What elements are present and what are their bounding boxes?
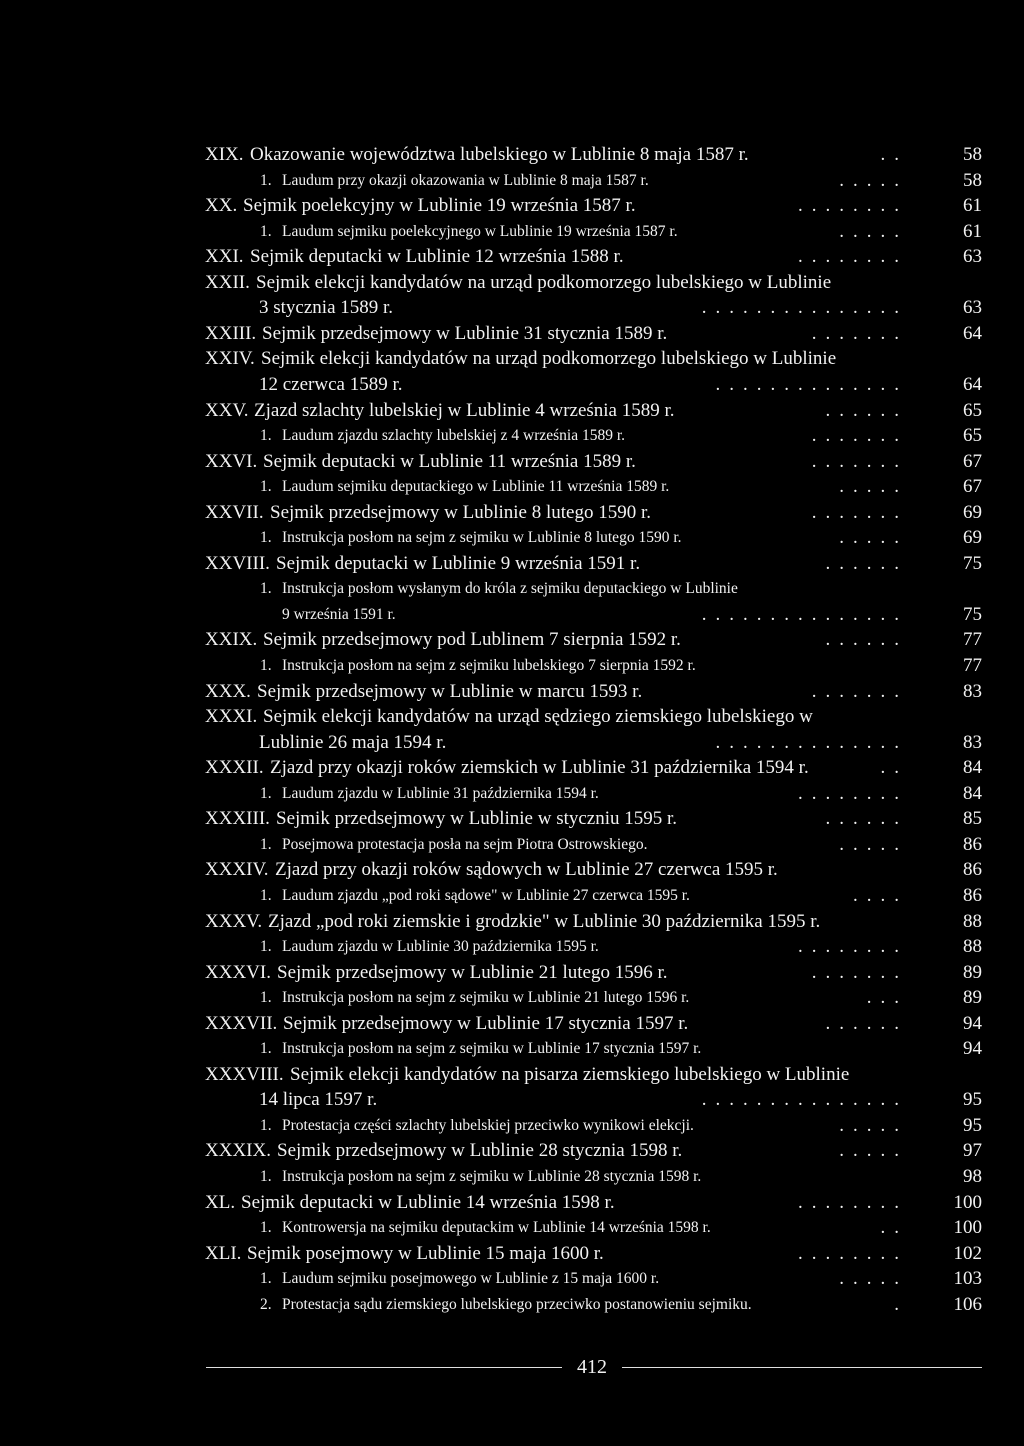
toc-page-number: 77 <box>963 629 982 651</box>
toc-title: Zjazd „pod roki ziemskie i grodzkie" w Lublinie 30 października 1595 r. <box>268 910 821 932</box>
toc-entry <box>0 1011 1024 1037</box>
toc-subentry <box>0 1215 1024 1241</box>
toc-page-number: 65 <box>963 399 982 421</box>
toc-page-number: 65 <box>963 425 982 447</box>
toc-page-number: 75 <box>963 603 982 625</box>
toc-numeral: 1. <box>260 529 272 547</box>
toc-entry <box>0 1062 1024 1088</box>
toc-leader-dots: ..... <box>839 1140 908 1162</box>
toc-subentry <box>0 474 1024 500</box>
toc-page-number: 83 <box>963 731 982 753</box>
toc-subentry <box>0 1036 1024 1062</box>
toc-entry <box>0 142 1024 168</box>
toc-entry <box>0 449 1024 475</box>
toc-title: 3 stycznia 1589 r. <box>259 297 394 319</box>
toc-numeral: XXV. <box>205 399 249 421</box>
toc-leader-dots: ...... <box>825 399 908 421</box>
toc-leader-dots: ............... <box>701 1089 908 1111</box>
toc-entry-continuation <box>0 730 1024 756</box>
toc-title: Laudum zjazdu w Lublinie 31 października 1594 r. <box>282 784 599 802</box>
toc-page-number: 95 <box>963 1089 982 1111</box>
toc-subentry <box>0 653 1024 679</box>
toc-entry <box>0 193 1024 219</box>
toc-title: Instrukcja posłom na sejm z sejmiku w Lublinie 17 stycznia 1597 r. <box>282 1040 702 1058</box>
toc-subentry <box>0 1292 1024 1318</box>
toc-page-number: 67 <box>963 476 982 498</box>
toc-numeral: 1. <box>260 657 272 674</box>
footer-rule-left <box>206 1367 562 1368</box>
toc-numeral: XXVII. <box>205 501 264 523</box>
toc-page-number: 58 <box>963 169 982 191</box>
toc-title: Sejmik deputacki w Lublinie 14 września 1598 r. <box>241 1191 615 1213</box>
toc-numeral: 1. <box>260 1040 272 1058</box>
toc-leader-dots: ........ <box>798 246 908 268</box>
toc-entry <box>0 857 1024 883</box>
toc-leader-dots: ....... <box>811 450 908 472</box>
toc-leader-dots: ....... <box>811 961 908 983</box>
toc-leader-dots: ..... <box>839 1268 908 1290</box>
toc-page-number: 88 <box>963 936 982 958</box>
toc-title: 9 września 1591 r. <box>282 605 396 623</box>
toc-page-number: 94 <box>963 1038 982 1060</box>
toc-subentry <box>0 219 1024 245</box>
toc-page-number: 102 <box>953 1242 982 1264</box>
toc-leader-dots: .............. <box>715 731 908 753</box>
toc-numeral: 1. <box>260 784 272 802</box>
toc-entry <box>0 909 1024 935</box>
toc-numeral: 1. <box>260 222 272 240</box>
toc-page-number: 98 <box>963 1166 982 1187</box>
toc-page-number: 89 <box>963 987 982 1009</box>
toc-page-number: 106 <box>953 1293 982 1315</box>
toc-title: Laudum sejmiku deputackiego w Lublinie 11 września 1589 r. <box>282 478 670 496</box>
toc-numeral: 2. <box>260 1295 272 1313</box>
toc-numeral: XXXI. <box>205 706 258 728</box>
toc-page-number: 84 <box>963 782 982 804</box>
toc-page-number: 69 <box>963 527 982 549</box>
toc-leader-dots: ........ <box>798 936 908 958</box>
toc-subentry <box>0 883 1024 909</box>
toc-leader-dots: ..... <box>839 476 908 498</box>
toc-title: Sejmik elekcji kandydatów na urząd podkomorzego lubelskiego w Lublinie <box>261 348 837 370</box>
toc-leader-dots: ..... <box>839 527 908 549</box>
toc-entry <box>0 960 1024 986</box>
toc-numeral: XXXV. <box>205 910 263 932</box>
toc-leader-dots: ....... <box>811 501 908 523</box>
toc-numeral: XXXVI. <box>205 961 271 983</box>
toc-subentry <box>0 1113 1024 1139</box>
toc-title: Sejmik elekcji kandydatów na urząd sędziego ziemskiego lubelskiego w <box>263 706 813 728</box>
toc-entry <box>0 1190 1024 1216</box>
toc-title: Sejmik przedsejmowy pod Lublinem 7 sierpnia 1592 r. <box>263 629 681 651</box>
toc-leader-dots: ....... <box>811 425 908 447</box>
toc-page-number: 63 <box>963 297 982 319</box>
toc-title: Laudum zjazdu „pod roki sądowe" w Lublinie 27 czerwca 1595 r. <box>282 886 690 904</box>
toc-page-number: 89 <box>963 961 982 983</box>
toc-subentry <box>0 934 1024 960</box>
toc-numeral: XXXVIII. <box>205 1063 284 1085</box>
toc-title: Protestacja części szlachty lubelskiej przeciwko wynikowi elekcji. <box>282 1116 694 1134</box>
toc-page-number: 86 <box>963 833 982 855</box>
toc-numeral: XXVIII. <box>205 552 270 574</box>
toc-numeral: XXIII. <box>205 322 257 344</box>
toc-leader-dots: ...... <box>825 552 908 574</box>
toc-numeral: XXI. <box>205 246 244 268</box>
toc-title: Sejmik deputacki w Lublinie 9 września 1591 r. <box>276 552 641 574</box>
toc-entry <box>0 551 1024 577</box>
toc-page-number: 64 <box>963 373 982 395</box>
toc-title: Sejmik elekcji kandydatów na urząd podkomorzego lubelskiego w Lublinie <box>256 271 832 293</box>
toc-title: Laudum przy okazji okazowania w Lublinie 8 maja 1587 r. <box>282 171 649 189</box>
toc-page-number: 75 <box>963 552 982 574</box>
toc-page-number: 84 <box>963 757 982 779</box>
toc-numeral: 1. <box>260 427 272 445</box>
toc-leader-dots: ...... <box>825 1012 908 1034</box>
toc-numeral: 1. <box>260 1219 272 1237</box>
toc-title: Sejmik poelekcyjny w Lublinie 19 września 1587 r. <box>243 195 636 217</box>
toc-entry <box>0 346 1024 372</box>
toc-numeral: 1. <box>260 1168 272 1185</box>
toc-numeral: 1. <box>260 938 272 956</box>
toc-entry-continuation <box>0 295 1024 321</box>
toc-title: Instrukcja posłom na sejm z sejmiku w Lublinie 28 stycznia 1598 r. <box>282 1168 702 1185</box>
toc-entry-continuation <box>0 1087 1024 1113</box>
toc-page-number: 83 <box>963 680 982 702</box>
toc-numeral: XIX. <box>205 144 244 165</box>
toc-page-number: 64 <box>963 322 982 344</box>
toc-page-number: 88 <box>963 910 982 932</box>
toc-title: Okazowanie województwa lubelskiego w Lublinie 8 maja 1587 r. <box>250 144 749 165</box>
toc-numeral: XXXII. <box>205 757 264 779</box>
toc-leader-dots: ..... <box>839 833 908 855</box>
toc-leader-dots: .. <box>880 757 908 779</box>
toc-title: Instrukcja posłom na sejm z sejmiku lubelskiego 7 sierpnia 1592 r. <box>282 657 696 674</box>
toc-title: Zjazd przy okazji roków ziemskich w Lublinie 31 października 1594 r. <box>270 757 809 779</box>
toc-leader-dots: ............... <box>701 603 908 625</box>
toc-page-number: 85 <box>963 808 982 830</box>
toc-entry <box>0 321 1024 347</box>
toc-title: Instrukcja posłom na sejm z sejmiku w Lublinie 21 lutego 1596 r. <box>282 989 690 1007</box>
toc-numeral: XXIV. <box>205 348 255 370</box>
toc-numeral: 1. <box>260 989 272 1007</box>
toc-title: Sejmik przedsejmowy w Lublinie 8 lutego 1590 r. <box>270 501 652 523</box>
toc-leader-dots: ........ <box>798 1191 908 1213</box>
toc-title: 14 lipca 1597 r. <box>259 1089 378 1111</box>
toc-leader-dots: .... <box>853 884 908 906</box>
toc-numeral: XXXIII. <box>205 808 270 830</box>
toc-page-number: 103 <box>953 1268 982 1290</box>
toc-entry <box>0 1241 1024 1267</box>
toc-numeral: XXXIV. <box>205 859 269 881</box>
toc-numeral: 1. <box>260 886 272 904</box>
toc-subentry <box>0 781 1024 807</box>
toc-page-number: 95 <box>963 1114 982 1136</box>
toc-leader-dots: ............... <box>701 297 908 319</box>
toc-leader-dots: ...... <box>825 808 908 830</box>
toc-title: Laudum sejmiku posejmowego w Lublinie z 15 maja 1600 r. <box>282 1270 660 1288</box>
toc-numeral: 1. <box>260 1116 272 1134</box>
toc-leader-dots: ..... <box>839 1114 908 1136</box>
toc-title: Sejmik przedsejmowy w Lublinie 31 stycznia 1589 r. <box>262 322 668 344</box>
toc-numeral: XXVI. <box>205 450 258 472</box>
toc-entry <box>0 244 1024 270</box>
toc-page-number: 86 <box>963 884 982 906</box>
toc-leader-dots: . <box>894 1293 908 1315</box>
toc-leader-dots: .. <box>880 144 908 165</box>
toc-title: Sejmik przedsejmowy w Lublinie w marcu 1593 r. <box>257 680 643 702</box>
toc-leader-dots: ..... <box>839 169 908 191</box>
toc-leader-dots: ........ <box>798 782 908 804</box>
toc-numeral: XXXIX. <box>205 1140 271 1162</box>
toc-numeral: 1. <box>260 478 272 496</box>
toc-page-number: 100 <box>953 1217 982 1239</box>
toc-entry-continuation <box>0 602 1024 628</box>
toc-leader-dots: ...... <box>825 629 908 651</box>
toc-numeral: XXII. <box>205 271 250 293</box>
toc-leader-dots: ........ <box>798 1242 908 1264</box>
toc-subentry <box>0 525 1024 551</box>
toc-subentry <box>0 423 1024 449</box>
footer-rule-right <box>622 1367 982 1368</box>
toc-entry <box>0 704 1024 730</box>
toc-page-number: 97 <box>963 1140 982 1162</box>
toc-entry <box>0 755 1024 781</box>
toc-numeral: XL. <box>205 1191 236 1213</box>
page-number: 412 <box>577 1356 607 1378</box>
toc-page-number: 69 <box>963 501 982 523</box>
toc-leader-dots: ....... <box>811 680 908 702</box>
toc-title: Sejmik deputacki w Lublinie 12 września 1588 r. <box>250 246 624 268</box>
toc-title: Kontrowersja na sejmiku deputackim w Lublinie 14 września 1598 r. <box>282 1219 711 1237</box>
toc-numeral: 1. <box>260 171 272 189</box>
toc-page-number: 58 <box>963 144 982 165</box>
toc-numeral: 1. <box>260 835 272 853</box>
toc-entry <box>0 398 1024 424</box>
toc-leader-dots: .. <box>880 1217 908 1239</box>
toc-title: Sejmik przedsejmowy w Lublinie 21 lutego 1596 r. <box>277 961 668 983</box>
toc-page-number: 94 <box>963 1012 982 1034</box>
toc-subentry <box>0 576 1024 602</box>
toc-leader-dots: ........ <box>798 195 908 217</box>
toc-title: Instrukcja posłom na sejm z sejmiku w Lublinie 8 lutego 1590 r. <box>282 529 682 547</box>
toc-title: Sejmik przedsejmowy w Lublinie 28 stycznia 1598 r. <box>277 1140 683 1162</box>
toc-title: Sejmik posejmowy w Lublinie 15 maja 1600 r. <box>247 1242 604 1264</box>
toc-entry <box>0 806 1024 832</box>
toc-title: Protestacja sądu ziemskiego lubelskiego przeciwko postanowieniu sejmiku. <box>282 1295 752 1313</box>
toc-subentry <box>0 985 1024 1011</box>
toc-numeral: XLI. <box>205 1242 242 1264</box>
toc-numeral: XXX. <box>205 680 251 702</box>
toc-page-number: 77 <box>963 655 982 676</box>
toc-title: Sejmik elekcji kandydatów na pisarza ziemskiego lubelskiego w Lublinie <box>290 1063 850 1085</box>
toc-numeral: XXIX. <box>205 629 258 651</box>
toc-title: Laudum zjazdu szlachty lubelskiej z 4 września 1589 r. <box>282 427 626 445</box>
toc-page-number: 86 <box>963 859 982 881</box>
toc-title: Sejmik przedsejmowy w Lublinie 17 stycznia 1597 r. <box>283 1012 689 1034</box>
toc-subentry <box>0 1164 1024 1190</box>
toc-page-number: 61 <box>963 220 982 242</box>
toc-title: Zjazd szlachty lubelskiej w Lublinie 4 września 1589 r. <box>254 399 675 421</box>
toc-title: Sejmik deputacki w Lublinie 11 września 1589 r. <box>263 450 636 472</box>
toc-numeral: XXXVII. <box>205 1012 278 1034</box>
toc-numeral: 1. <box>260 1270 272 1288</box>
toc-leader-dots: ... <box>866 987 908 1009</box>
toc-leader-dots: ..... <box>839 220 908 242</box>
toc-subentry <box>0 168 1024 194</box>
toc-title: Sejmik przedsejmowy w Lublinie w styczniu 1595 r. <box>276 808 678 830</box>
toc-numeral: XX. <box>205 195 238 217</box>
toc-leader-dots: ....... <box>811 322 908 344</box>
toc-title: Instrukcja posłom wysłanym do króla z sejmiku deputackiego w Lublinie <box>282 580 738 598</box>
toc-title: Laudum zjazdu w Lublinie 30 października 1595 r. <box>282 938 599 956</box>
toc-numeral: 1. <box>260 580 272 598</box>
toc-entry <box>0 500 1024 526</box>
toc-title: Lublinie 26 maja 1594 r. <box>259 731 447 753</box>
toc-entry <box>0 1138 1024 1164</box>
toc-page-number: 100 <box>953 1191 982 1213</box>
toc-page-number: 63 <box>963 246 982 268</box>
toc-title: 12 czerwca 1589 r. <box>259 373 403 395</box>
toc-subentry <box>0 1266 1024 1292</box>
toc-entry <box>0 270 1024 296</box>
toc-title: Posejmowa protestacja posła na sejm Piotra Ostrowskiego. <box>282 835 648 853</box>
toc-page-number: 67 <box>963 450 982 472</box>
toc-leader-dots: .............. <box>715 373 908 395</box>
toc-entry <box>0 627 1024 653</box>
page-footer <box>0 1352 1024 1382</box>
toc-subentry <box>0 832 1024 858</box>
toc-page-number: 61 <box>963 195 982 217</box>
toc-title: Laudum sejmiku poelekcyjnego w Lublinie 19 września 1587 r. <box>282 222 678 240</box>
toc-entry <box>0 679 1024 705</box>
toc-title: Zjazd przy okazji roków sądowych w Lublinie 27 czerwca 1595 r. <box>275 859 778 881</box>
toc-entry-continuation <box>0 372 1024 398</box>
